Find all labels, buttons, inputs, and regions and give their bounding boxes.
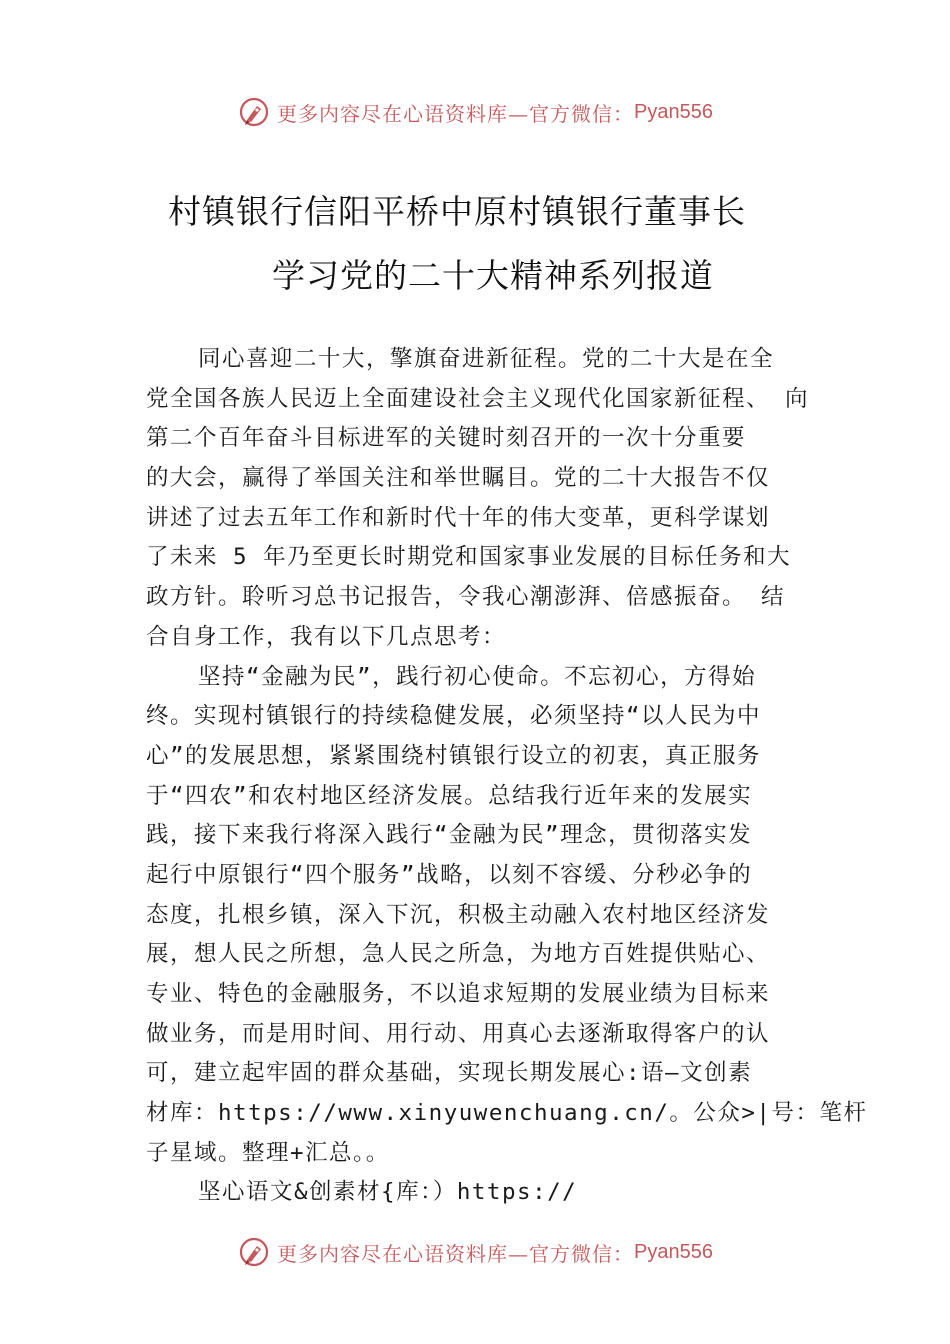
body-line: 坚持“金融为民”，践行初心使命。不忘初心，方得始 xyxy=(198,663,757,690)
body-line: 了未来 5 年乃至更长时期党和国家事业发展的目标任务和大 xyxy=(146,544,792,571)
body-line: 合自身工作，我有以下几点思考： xyxy=(146,623,507,650)
body-line: 政方针。聆听习总书记报告，令我心潮澎湃、倍感振奋。 结 xyxy=(146,584,786,611)
body-line: 于“四农”和农村地区经济发展。总结我行近年来的发展实 xyxy=(146,782,753,809)
body-line: 践，接下来我行将深入践行“金融为民”理念，贯彻落实发 xyxy=(146,822,753,849)
banner-text: 更多内容尽在心语资料库—官方微信： xyxy=(277,101,635,126)
body-line: 专业、特色的金融服务，不以追求短期的发展业绩为目标来 xyxy=(146,981,771,1007)
body-line: 坚心语文&创素材{库：）https:// xyxy=(198,1179,578,1206)
footer-banner xyxy=(0,1232,950,1272)
pen-nib-logo-icon xyxy=(237,95,271,129)
body-line: 终。实现村镇银行的持续稳健发展，必须坚持“以人民为中 xyxy=(146,703,762,730)
body-line: 子星域。整理+汇总。。 xyxy=(146,1139,390,1166)
banner-wechat-id: Pyan556 xyxy=(634,1240,713,1263)
body-line: 党全国各族人民迈上全面建设社会主义现代化国家新征程、 向 xyxy=(146,385,810,412)
header-banner xyxy=(0,92,950,132)
banner-text: 更多内容尽在心语资料库—官方微信： xyxy=(277,1241,635,1266)
body-line: 展，想人民之所想，急人民之所急，为地方百姓提供贴心、 xyxy=(146,941,771,968)
document-title-line-2: 学习党的二十大精神系列报道 xyxy=(272,256,714,295)
body-line: 的大会，赢得了举国关注和举世瞩目。党的二十大报告不仅 xyxy=(146,465,771,492)
banner-wechat-id: Pyan556 xyxy=(634,100,713,123)
document-title-line-1: 村镇银行信阳平桥中原村镇银行董事长 xyxy=(168,192,746,231)
body-line: 起行中原银行“四个服务”战略，以刻不容缓、分秒必争的 xyxy=(146,861,753,888)
body-line: 可，建立起牢固的群众基础，实现长期发展心:语—文创素 xyxy=(146,1060,753,1087)
body-line: 态度，扎根乡镇，深入下沉，积极主动融入农村地区经济发 xyxy=(146,901,771,928)
document-body xyxy=(146,340,868,1213)
pen-nib-logo-icon xyxy=(237,1235,271,1269)
body-line: 同心喜迎二十大，擎旗奋进新征程。党的二十大是在全 xyxy=(198,346,775,372)
body-line: 心”的发展思想，紧紧围绕村镇银行设立的初衷，真正服务 xyxy=(146,742,762,769)
body-line: 做业务，而是用时间、用行动、用真心去逐渐取得客户的认 xyxy=(146,1020,771,1047)
body-line: 讲述了过去五年工作和新时代十年的伟大变革，更科学谋划 xyxy=(146,504,771,531)
body-line: 材库：https://www.xinyuwenchuang.cn/。公众>|号：笔杆 xyxy=(146,1100,868,1127)
body-line: 第二个百年奋斗目标进军的关键时刻召开的一次十分重要 xyxy=(146,425,747,452)
